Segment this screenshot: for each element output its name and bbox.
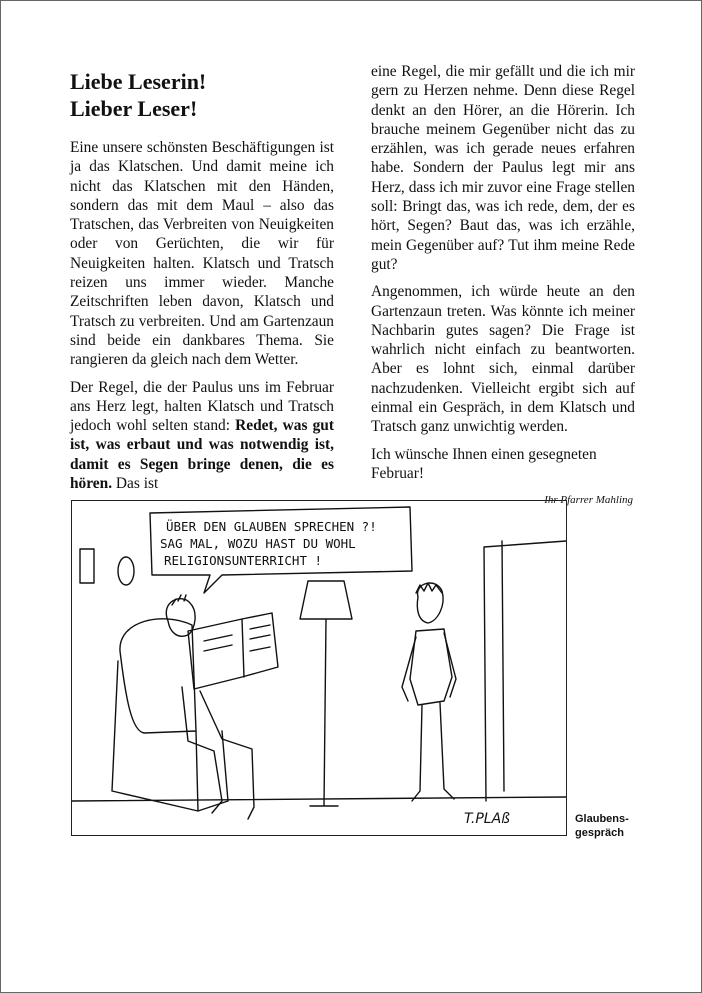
newspaper bbox=[188, 613, 278, 689]
wall-picture-left bbox=[80, 549, 94, 583]
speech-line-2: SAG MAL, WOZU HAST DU WOHL bbox=[160, 536, 356, 551]
author-signature: Ihr Pfarrer Mahling bbox=[544, 494, 633, 507]
headline-line-1: Liebe Leserin! bbox=[70, 69, 207, 94]
cartoon-illustration bbox=[71, 500, 567, 836]
left-paragraph-1: Eine unsere schönsten Beschäftigungen ist ja das Klatschen. Und damit meine ich nicht das Klatschen mit den Händen, sondern das mit dem Maul – also das Tratschen, das Verbreiten von Neuigkeiten oder von Gerüchten, die wir für Neuigkeiten halten. Klatsch und Tratsch reizen uns immer wieder. Manche Zeitschriften leben davon, Klatsch und Tratsch zu verbreiten. Und am Gartenzaun sind beide ein dankbares Thema. Sie rangieren da gleich nach dem Wetter. bbox=[70, 139, 334, 369]
floor-lamp bbox=[300, 581, 352, 806]
bible-quote: Redet, was gut ist, was erbaut und was notwendig ist, damit es Segen bringe denen, die es hören. bbox=[70, 417, 334, 493]
cartoon-caption bbox=[575, 812, 629, 840]
right-paragraph-1: eine Regel, die mir gefällt und die ich mir gern zu Herzen nehme. Denn diese Regel denkt an den Hörer, an die Hörerin. Ich brauche meinem Gegenüber nicht das zu erzählen, was ich gerade neues erfahren habe. Sondern der Paulus legt mir ans Herz, dass ich mir zuvor eine Frage stellen soll: Bringt das, was ich rede, dem, der es hört, Segen? Baut das, was ich erzähle, mein Gegenüber auf? Tut ihm meine Rede gut? bbox=[371, 63, 635, 273]
wall-picture-oval bbox=[118, 557, 134, 585]
door-frame bbox=[484, 541, 566, 801]
caption-line-1: Glaubens- bbox=[575, 813, 629, 825]
speech-line-1: ÜBER DEN GLAUBEN SPRECHEN ?! bbox=[166, 519, 377, 534]
caption-line-2: gespräch bbox=[575, 827, 624, 839]
artist-signature: T.PLAß bbox=[464, 811, 510, 827]
left-paragraph-2 bbox=[70, 378, 334, 494]
right-paragraph-3: Ich wünsche Ihnen einen gesegneten Februar! bbox=[371, 445, 597, 482]
cartoon-drawing bbox=[72, 501, 566, 835]
right-column bbox=[371, 62, 635, 511]
speech-line-3: RELIGIONSUNTERRICHT ! bbox=[164, 553, 323, 568]
left-paragraph-2-intro: Der Regel, die der Paulus uns im Februar ans Herz legt, halten Klatsch und Tratsch jedoch wohl selten stand: bbox=[70, 378, 334, 435]
left-column bbox=[70, 62, 334, 501]
left-paragraph-2-end: Das ist bbox=[115, 475, 159, 493]
headline-line-2: Lieber Leser! bbox=[70, 96, 198, 121]
headline bbox=[70, 68, 334, 122]
boy-legs bbox=[412, 703, 454, 801]
right-paragraph-2: Angenommen, ich würde heute an den Gartenzaun treten. Was könnte ich meiner Nachbarin gutes sagen? Die Frage ist wahrlich nicht einfach zu beantworten. Aber es lohnt sich, einmal darüber nachzudenken. Vielleicht ergibt sich auf einmal ein Gespräch, in dem Klatsch und Tratsch ganz unwichtig werden. bbox=[371, 283, 635, 436]
